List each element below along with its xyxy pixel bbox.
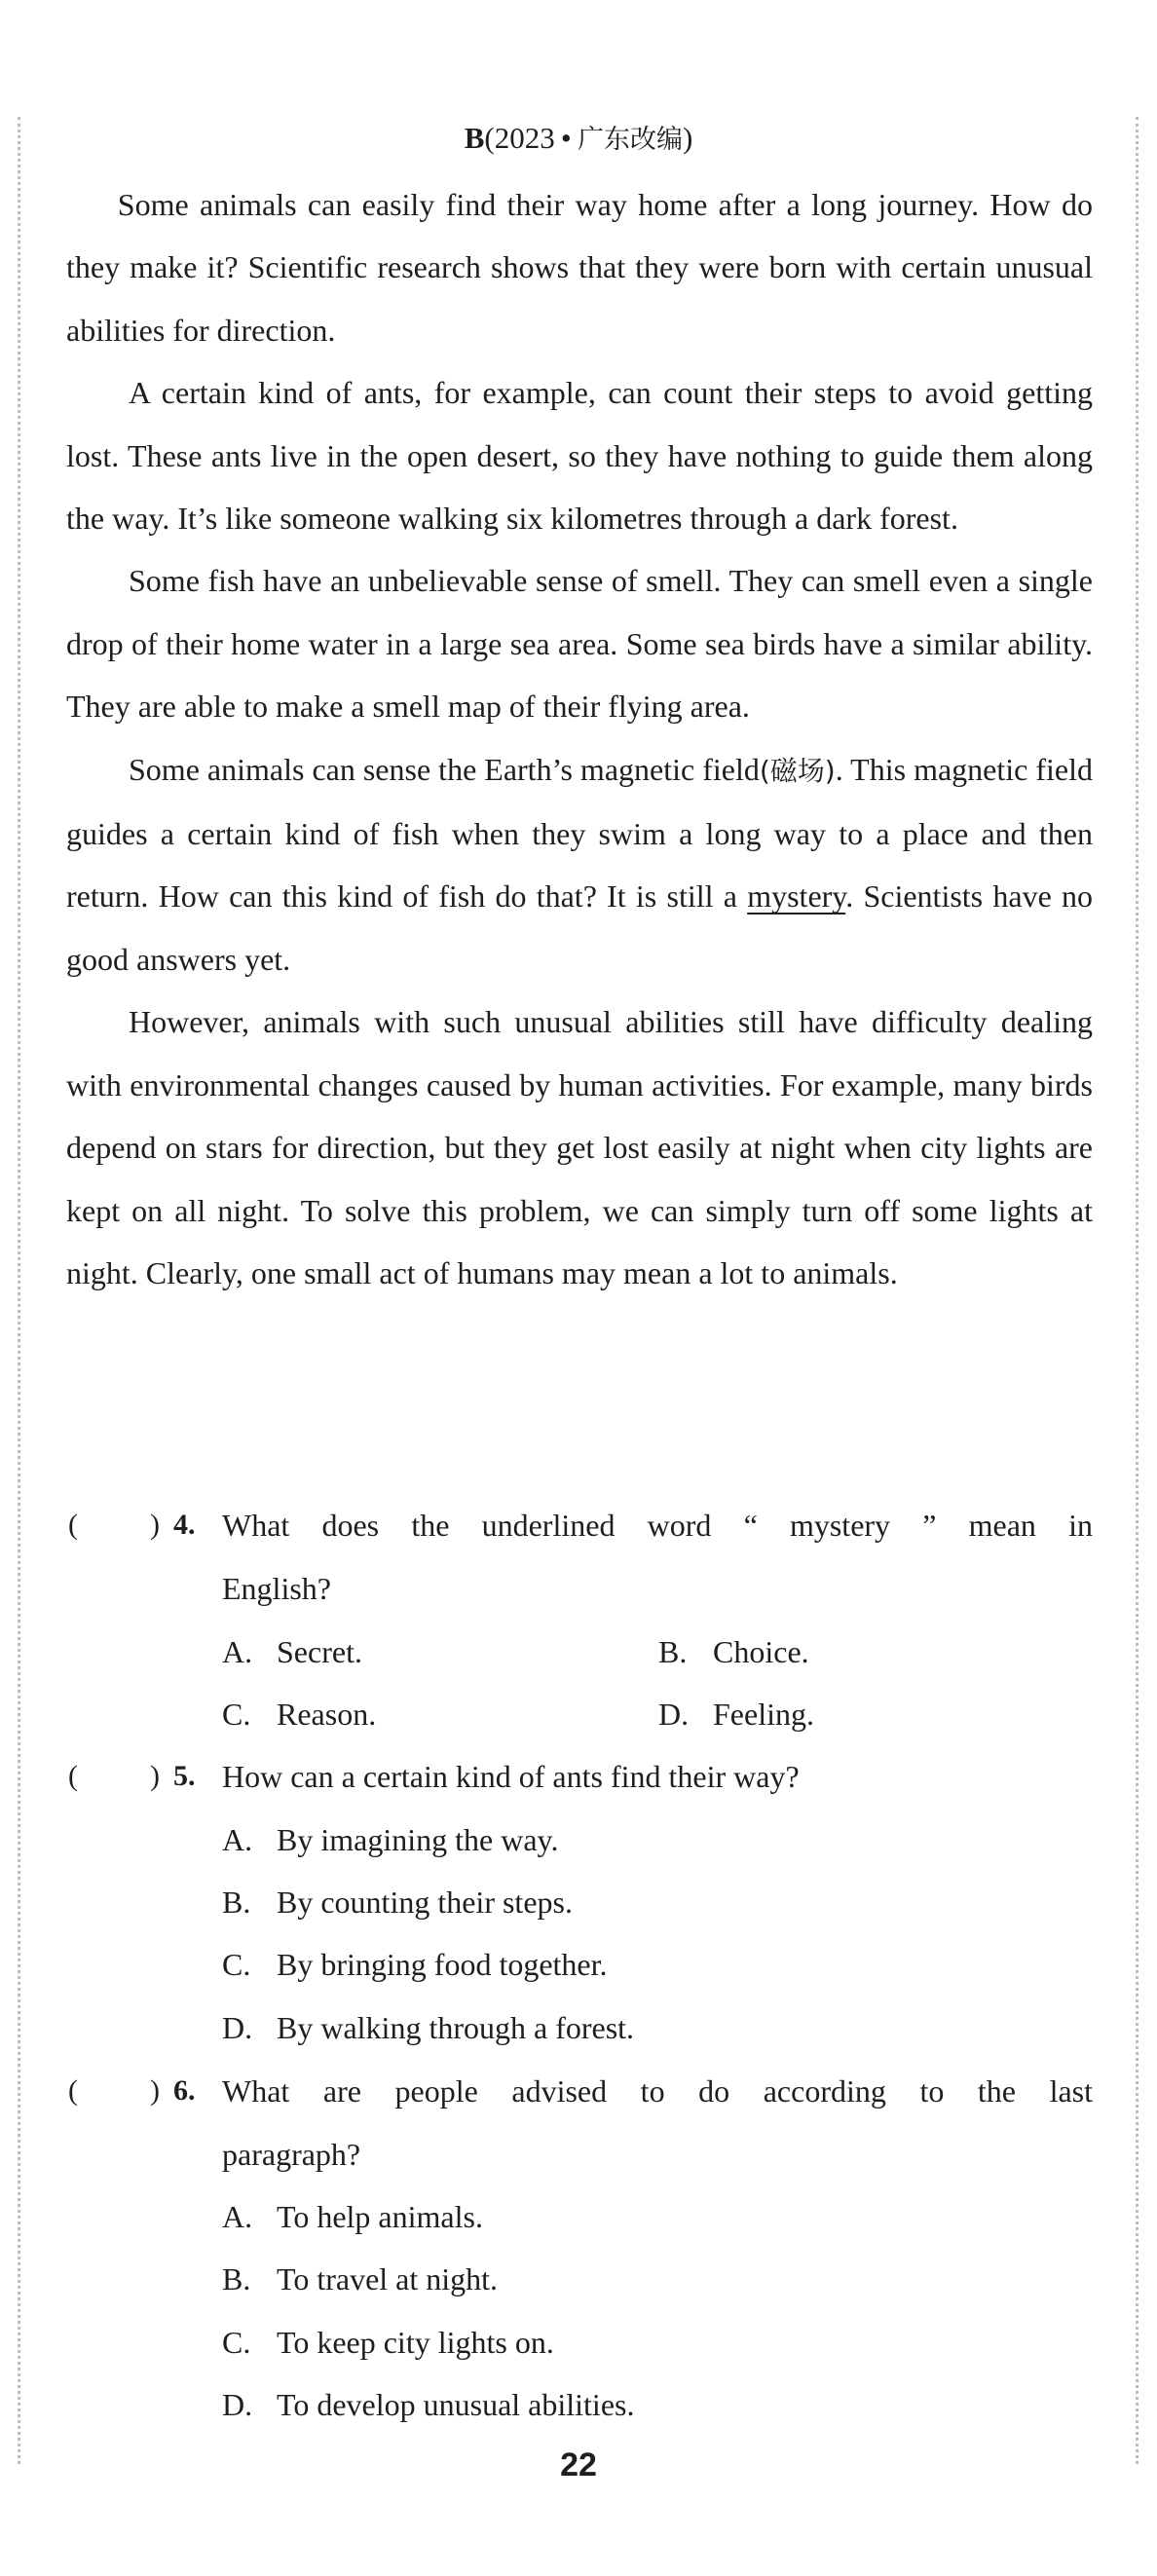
option-letter: A. (222, 1634, 253, 1669)
option-letter: B. (222, 1885, 251, 1920)
answer-paren-close: ) (150, 1509, 160, 1541)
section-label: B (464, 121, 485, 155)
option-a (222, 1630, 362, 1673)
option-letter: C. (222, 1697, 251, 1732)
question-text-line-1: How can a certain kind of ants find their way? (222, 1759, 800, 1794)
source-open: (2023 • (484, 121, 578, 155)
option-d (222, 2006, 634, 2049)
option-text: To travel at night. (277, 2261, 499, 2296)
option-a (222, 2195, 483, 2238)
source-close: ) (682, 121, 693, 155)
page-number: 22 (560, 2446, 597, 2483)
option-text: By walking through a forest. (277, 2010, 635, 2045)
answer-paren-close: ) (150, 2074, 160, 2107)
option-letter: A. (222, 2199, 253, 2234)
option-letter: D. (658, 1697, 690, 1732)
answer-paren-close: ) (150, 1760, 160, 1792)
option-d (658, 1693, 814, 1736)
question-number: 5. (173, 1760, 196, 1792)
passage-paragraph-3: Some fish have an unbelievable sense of smell. They can smell even a single drop of their home water in a large sea area. Some sea birds have a similar ability. They are able to make a smell map of their flying area. (66, 563, 1093, 725)
option-letter: A. (222, 1822, 253, 1857)
passage-paragraph-2: A certain kind of ants, for example, can count their steps to avoid getting lost. These ants live in the open desert, so they have nothing to guide them along the way. It’s like someone walking six kilometres through a dark forest. (66, 375, 1093, 537)
underlined-word: mystery (747, 878, 846, 915)
question-text-line-1: What are people advised to do according to the last (222, 2073, 1093, 2109)
option-letter: B. (658, 1634, 688, 1669)
question-number: 6. (173, 2074, 196, 2107)
passage-paragraph-1: Some animals can easily find their way home after a long journey. How do they make it? Scientific research shows that they were born with certain unusual abilities for direction. (66, 187, 1093, 348)
p4-text-a: Some animals can sense the Earth’s magnetic field (129, 751, 760, 787)
option-text: Feeling. (713, 1697, 814, 1732)
p4-text-b: . This magnetic field guides a certain kind of fish when they swim a long way to a place and then return. How can this kind of fish do that? It is still a (66, 751, 1093, 915)
option-c (222, 1693, 376, 1736)
option-letter: C. (222, 2325, 251, 2360)
option-text: Reason. (277, 1697, 377, 1732)
right-dotted-margin-line (1136, 117, 1138, 2464)
option-b (658, 1630, 809, 1673)
option-letter: D. (222, 2010, 253, 2045)
reading-passage (66, 173, 1093, 1304)
option-c (222, 1943, 608, 1986)
question-text-line-2: paragraph? (222, 2137, 361, 2172)
question-text-line-2: English? (222, 1571, 331, 1606)
option-text: By imagining the way. (277, 1822, 559, 1857)
option-d (222, 2383, 634, 2426)
option-text: By counting their steps. (277, 1885, 573, 1920)
option-letter: C. (222, 1947, 251, 1982)
answer-paren-open: ( (68, 2074, 78, 2107)
p4-chinese-gloss: (磁场) (759, 754, 836, 787)
p4-text-c: . Scientists have no good answers yet. (66, 878, 1094, 977)
answer-paren-open: ( (68, 1760, 78, 1792)
left-dotted-margin-line (18, 117, 20, 2464)
option-b (222, 2258, 498, 2300)
option-letter: D. (222, 2387, 253, 2422)
option-c (222, 2321, 554, 2364)
option-text: Choice. (713, 1634, 809, 1669)
passage-paragraph-4 (66, 738, 1093, 991)
answer-paren-open: ( (68, 1509, 78, 1541)
option-a (222, 1818, 558, 1861)
passage-paragraph-5: However, animals with such unusual abilities still have difficulty dealing with environmental changes caused by human activities. For example, many birds depend on stars for direction, but they get lost easily at night when city lights are kept on all night. To solve this problem, we can simply turn off some lights at night. Clearly, one small act of humans may mean a lot to animals. (66, 1004, 1093, 1290)
option-letter: B. (222, 2261, 251, 2296)
option-b (222, 1881, 573, 1923)
option-text: To help animals. (277, 2199, 483, 2234)
source-chinese: 广东改编 (577, 125, 683, 155)
question-number: 4. (173, 1509, 196, 1541)
option-text: Secret. (277, 1634, 362, 1669)
option-text: To develop unusual abilities. (277, 2387, 635, 2422)
option-text: By bringing food together. (277, 1947, 608, 1982)
section-title (0, 119, 1157, 160)
question-text-line-1: What does the underlined word “ mystery ” mean in (222, 1508, 1093, 1543)
option-text: To keep city lights on. (277, 2325, 554, 2360)
